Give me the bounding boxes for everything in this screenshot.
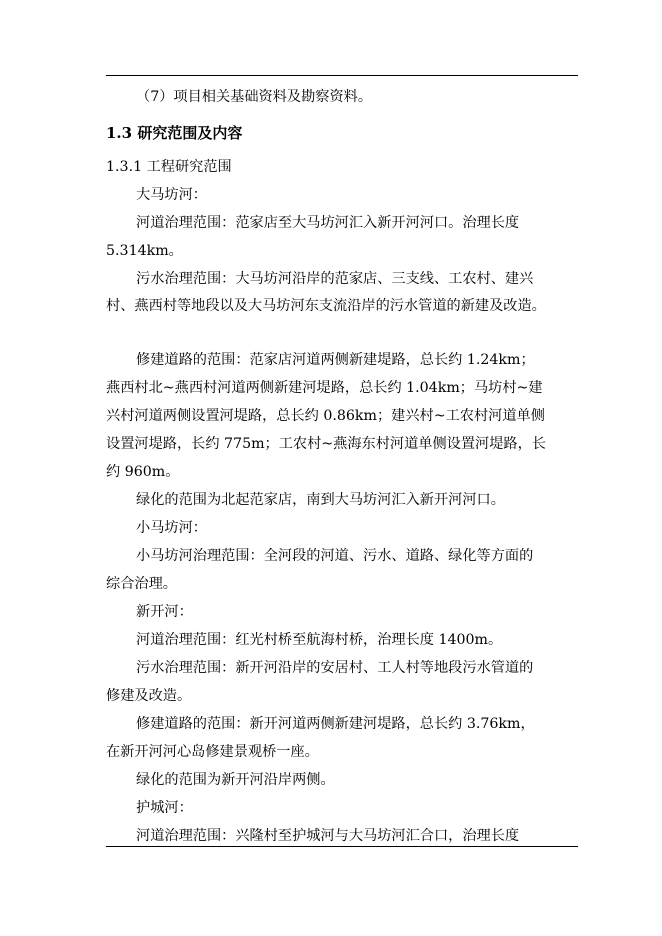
paragraph-line: 绿化的范围为北起范家店，南到大马坊河汇入新开河河口。: [136, 492, 505, 508]
paragraph-line: 修建道路的范围：新开河道两侧新建河堤路，总长约 3.76km，: [136, 716, 535, 732]
river-title-xiaomafang: 小马坊河：: [136, 520, 207, 536]
paragraph-line: 修建及改造。: [106, 688, 192, 704]
paragraph-line: 在新开河河心岛修建景观桥一座。: [106, 744, 319, 760]
section-heading: 1.3 研究范围及内容: [106, 124, 243, 142]
paragraph-line: 污水治理范围：新开河沿岸的安居村、工人村等地段污水管道的: [136, 660, 534, 676]
paragraph-line: 综合治理。: [106, 576, 177, 592]
subsection-heading: 1.3.1 工程研究范围: [106, 159, 232, 175]
river-title-hucheng: 护城河：: [136, 800, 193, 816]
paragraph-line: 燕西村北~燕西村河道两侧新建河堤路，总长约 1.04km；马坊村~建: [106, 380, 543, 396]
paragraph-line: 绿化的范围为新开河沿岸两侧。: [136, 772, 335, 788]
paragraph-line: 5.314km。: [106, 243, 183, 259]
header-rule: [106, 75, 578, 76]
paragraph-line: 河道治理范围：范家店至大马坊河汇入新开河河口。治理长度: [136, 215, 520, 231]
paragraph-line: 河道治理范围：兴隆村至护城河与大马坊河汇合口，治理长度: [136, 828, 520, 844]
paragraph-line: 河道治理范围：红光村桥至航海村桥，治理长度 1400m。: [136, 632, 503, 648]
paragraph-line: 小马坊河治理范围：全河段的河道、污水、道路、绿化等方面的: [136, 548, 534, 564]
paragraph-line: 兴村河道两侧设置河堤路，总长约 0.86km；建兴村~工农村河道单侧: [106, 408, 545, 424]
list-item-7: （7）项目相关基础资料及勘察资料。: [136, 89, 373, 105]
river-title-xinkai: 新开河：: [136, 604, 193, 620]
paragraph-line: 村、燕西村等地段以及大马坊河东支流沿岸的污水管道的新建及改造。: [106, 298, 546, 314]
paragraph-line: 约 960m。: [106, 464, 180, 480]
river-title-damafang: 大马坊河：: [136, 187, 207, 203]
footer-rule: [106, 846, 578, 847]
paragraph-line: 污水治理范围：大马坊河沿岸的范家店、三支线、工农村、建兴: [136, 271, 534, 287]
paragraph-line: 修建道路的范围：范家店河道两侧新建堤路，总长约 1.24km；: [136, 352, 535, 368]
paragraph-line: 设置河堤路，长约 775m；工农村~燕海东村河道单侧设置河堤路，长: [106, 436, 546, 452]
